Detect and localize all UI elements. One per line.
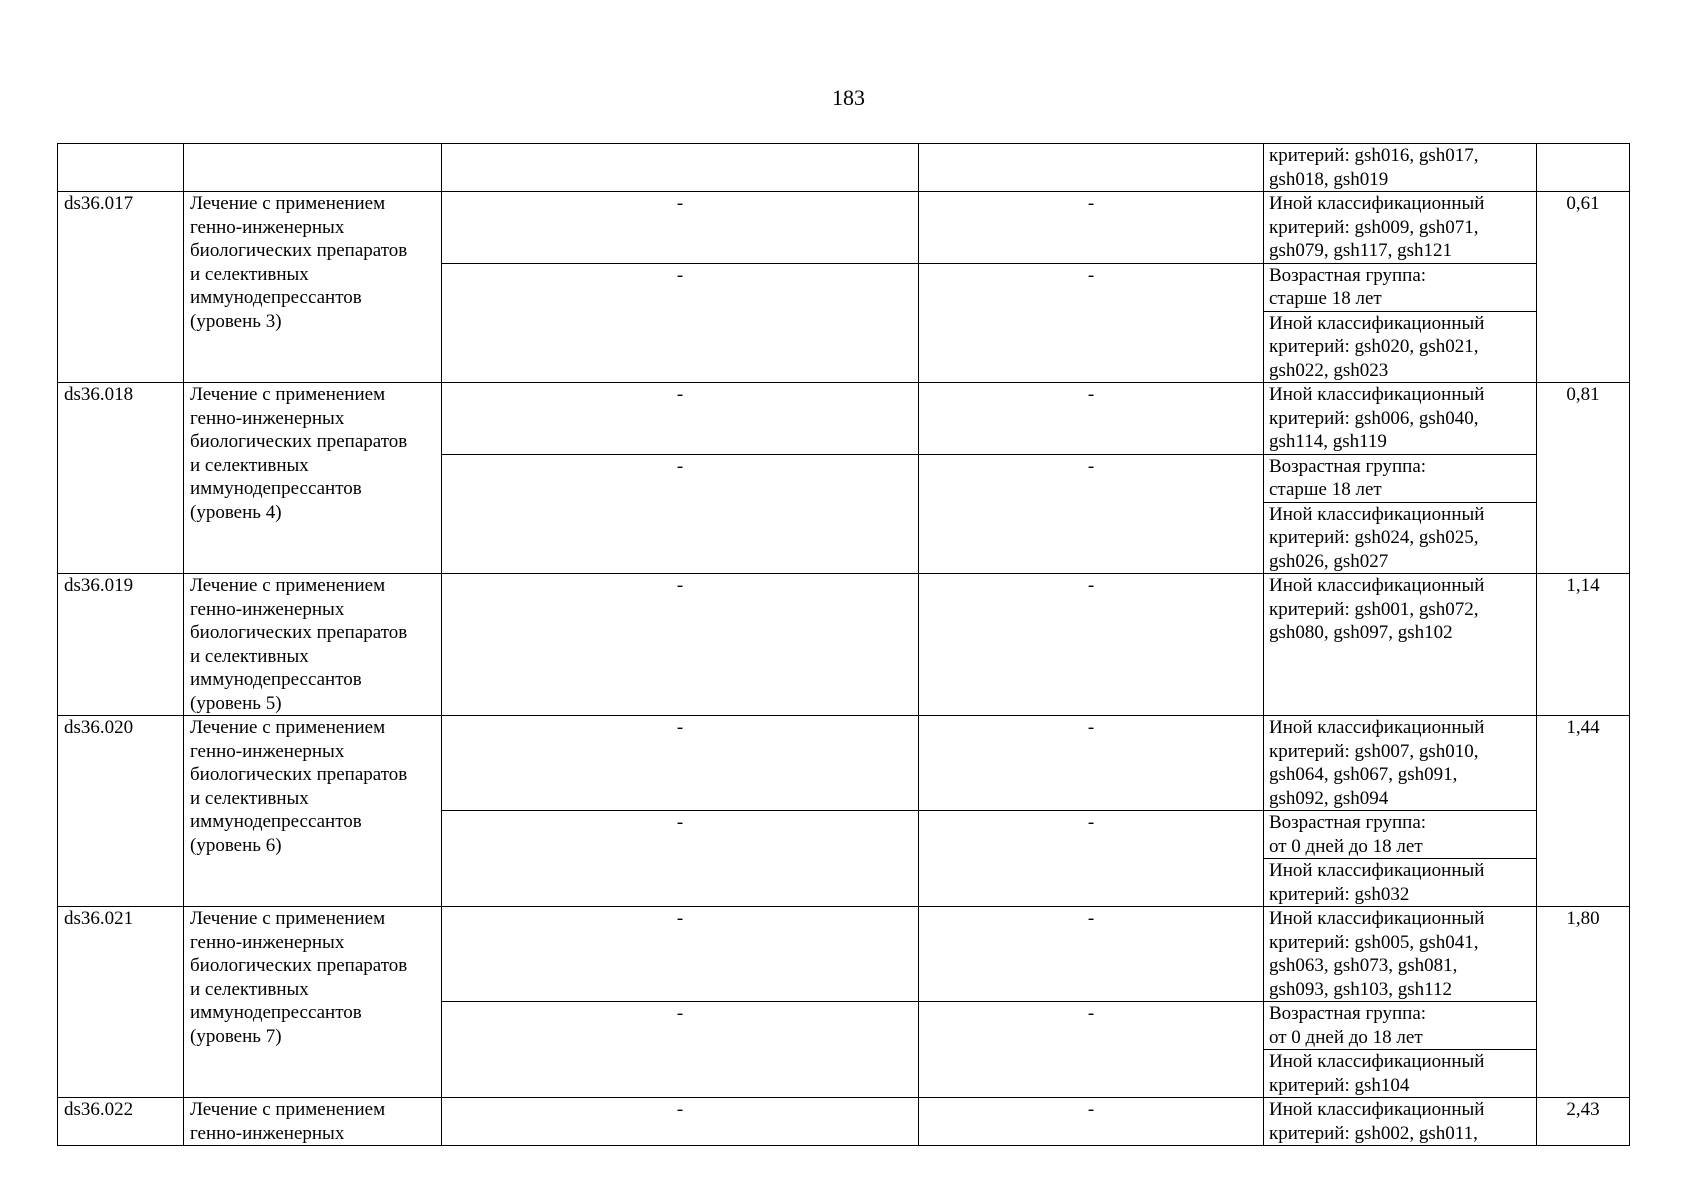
group-code: ds36.019 <box>58 574 184 716</box>
group-name <box>184 144 442 192</box>
coefficient-cell <box>1537 144 1630 192</box>
page-number: 183 <box>832 85 865 110</box>
column-4-cell: - <box>919 383 1264 455</box>
column-4-cell: - <box>919 1002 1264 1098</box>
criteria-cell: Иной классификационный критерий: gsh002, gsh011, <box>1264 1098 1537 1146</box>
group-name: Лечение с применением генно-инженерных биологических препаратов и селективных иммунодепрессантов (уровень 7) <box>184 907 442 1098</box>
tariff-table <box>57 143 1630 1146</box>
coefficient-cell: 1,44 <box>1537 716 1630 907</box>
group-code <box>58 144 184 192</box>
coefficient-cell: 1,14 <box>1537 574 1630 716</box>
column-3-cell: - <box>442 192 919 264</box>
group-name: Лечение с применением генно-инженерных <box>184 1098 442 1146</box>
group-code: ds36.017 <box>58 192 184 383</box>
criteria-cell: Иной классификационный критерий: gsh104 <box>1264 1050 1537 1098</box>
column-4-cell: - <box>919 811 1264 907</box>
column-3-cell: - <box>442 716 919 811</box>
column-4-cell: - <box>919 1098 1264 1146</box>
coefficient-cell: 0,61 <box>1537 192 1630 383</box>
column-4-cell: - <box>919 454 1264 574</box>
table-row <box>58 383 1630 455</box>
column-3-cell: - <box>442 383 919 455</box>
table-row <box>58 1098 1630 1146</box>
column-3-cell: - <box>442 1098 919 1146</box>
table-row <box>58 907 1630 1002</box>
criteria-cell: Иной классификационный критерий: gsh005, gsh041, gsh063, gsh073, gsh081, gsh093, gsh103, gsh112 <box>1264 907 1537 1002</box>
column-3-cell: - <box>442 263 919 383</box>
column-4-cell: - <box>919 574 1264 716</box>
group-name: Лечение с применением генно-инженерных биологических препаратов и селективных иммунодепрессантов (уровень 6) <box>184 716 442 907</box>
column-4-cell: - <box>919 716 1264 811</box>
column-3-cell: - <box>442 574 919 716</box>
criteria-cell: Возрастная группа: от 0 дней до 18 лет <box>1264 1002 1537 1050</box>
column-4-cell <box>919 144 1264 192</box>
column-3-cell <box>442 144 919 192</box>
coefficient-cell: 0,81 <box>1537 383 1630 574</box>
group-code: ds36.018 <box>58 383 184 574</box>
group-name: Лечение с применением генно-инженерных биологических препаратов и селективных иммунодепрессантов (уровень 3) <box>184 192 442 383</box>
criteria-cell: Иной классификационный критерий: gsh006, gsh040, gsh114, gsh119 <box>1264 383 1537 455</box>
coefficient-cell: 1,80 <box>1537 907 1630 1098</box>
criteria-cell: Иной классификационный критерий: gsh024, gsh025, gsh026, gsh027 <box>1264 502 1537 574</box>
criteria-cell: Иной классификационный критерий: gsh001, gsh072, gsh080, gsh097, gsh102 <box>1264 574 1537 716</box>
group-code: ds36.021 <box>58 907 184 1098</box>
criteria-cell: Возрастная группа: от 0 дней до 18 лет <box>1264 811 1537 859</box>
criteria-cell: Иной классификационный критерий: gsh009, gsh071, gsh079, gsh117, gsh121 <box>1264 192 1537 264</box>
coefficient-cell: 2,43 <box>1537 1098 1630 1146</box>
table-row <box>58 192 1630 264</box>
table-row <box>58 144 1630 192</box>
criteria-cell: Иной классификационный критерий: gsh020, gsh021, gsh022, gsh023 <box>1264 311 1537 383</box>
column-4-cell: - <box>919 907 1264 1002</box>
column-3-cell: - <box>442 1002 919 1098</box>
group-code: ds36.020 <box>58 716 184 907</box>
column-3-cell: - <box>442 907 919 1002</box>
table-row <box>58 574 1630 716</box>
group-code: ds36.022 <box>58 1098 184 1146</box>
criteria-cell: Возрастная группа: старше 18 лет <box>1264 454 1537 502</box>
criteria-cell: Иной классификационный критерий: gsh007, gsh010, gsh064, gsh067, gsh091, gsh092, gsh094 <box>1264 716 1537 811</box>
column-4-cell: - <box>919 263 1264 383</box>
criteria-cell: Иной классификационный критерий: gsh032 <box>1264 859 1537 907</box>
criteria-cell: Возрастная группа: старше 18 лет <box>1264 263 1537 311</box>
column-4-cell: - <box>919 192 1264 264</box>
column-3-cell: - <box>442 454 919 574</box>
column-3-cell: - <box>442 811 919 907</box>
table-row <box>58 716 1630 811</box>
group-name: Лечение с применением генно-инженерных биологических препаратов и селективных иммунодепрессантов (уровень 4) <box>184 383 442 574</box>
group-name: Лечение с применением генно-инженерных биологических препаратов и селективных иммунодепрессантов (уровень 5) <box>184 574 442 716</box>
criteria-cell: критерий: gsh016, gsh017, gsh018, gsh019 <box>1264 144 1537 192</box>
